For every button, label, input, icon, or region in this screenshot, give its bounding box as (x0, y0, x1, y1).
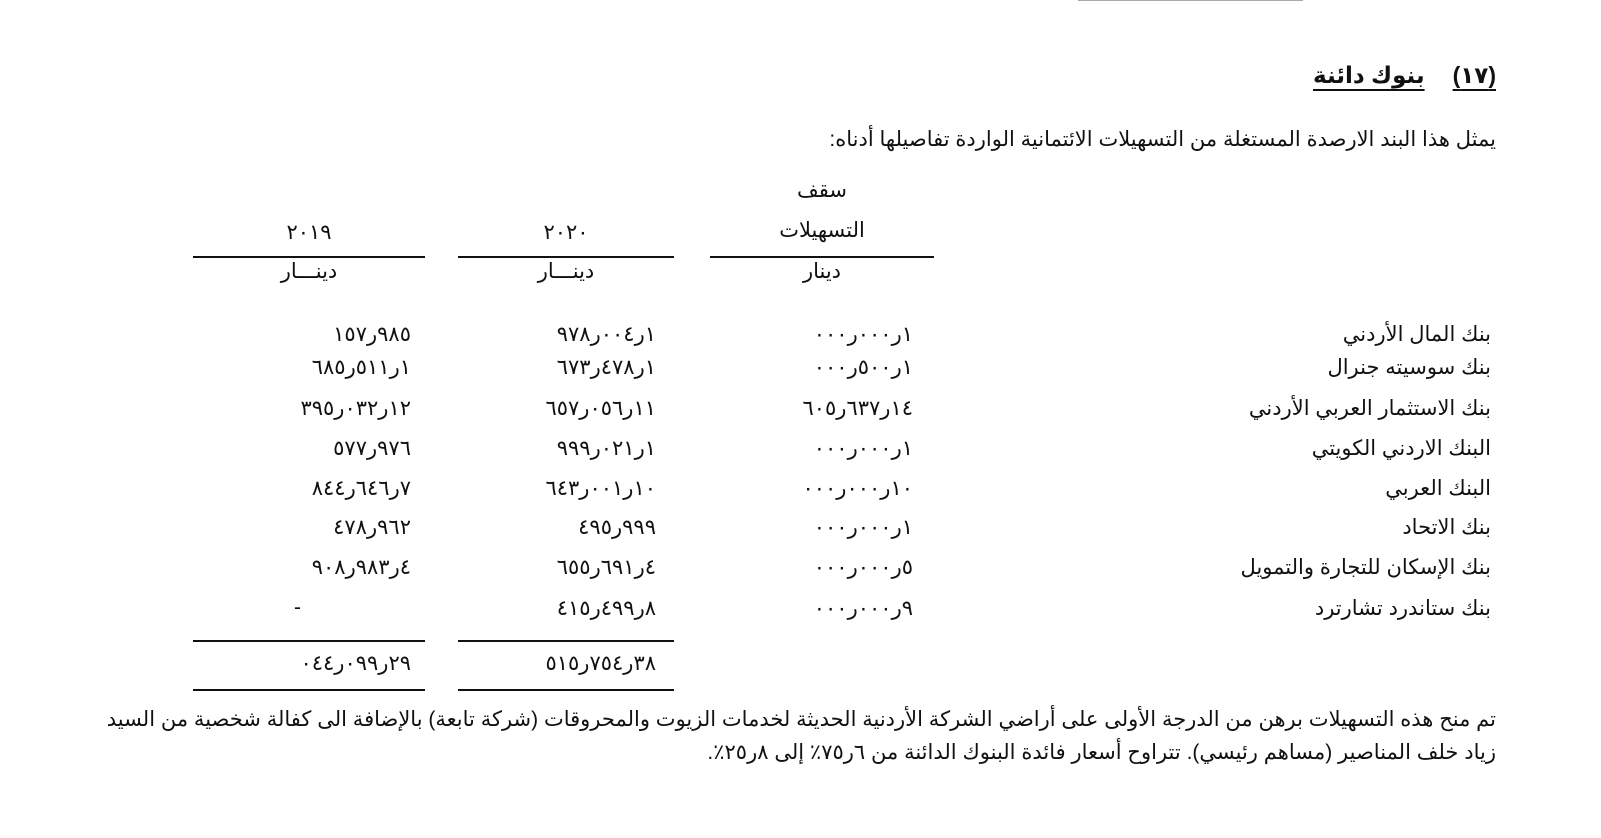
total-2019: ٢٩ر٠٩٩ر٠٤٤ (300, 652, 411, 675)
bank-name: بنك الاتحاد (1402, 516, 1491, 539)
bank-name: بنك ستاندرد تشارترد (1314, 597, 1491, 620)
limit-value: ١ر٠٠٠ر٠٠٠ (813, 516, 913, 539)
note-number: (١٧) (1452, 62, 1496, 88)
limit-value: ١ر٠٠٠ر٠٠٠ (813, 437, 913, 460)
value-2020: ١ر٠٠٤ر٩٧٨ (556, 323, 656, 346)
year-2020-currency: دينـــار (537, 260, 595, 283)
value-2020: ٨ر٤٩٩ر٤١٥ (556, 597, 656, 620)
value-2020: ٤ر٦٩١ر٦٥٥ (556, 556, 656, 579)
bank-name: بنك الاستثمار العربي الأردني (1248, 397, 1491, 420)
note-title: بنوك دائنة (1313, 62, 1425, 88)
value-2020: ١ر٠٢١ر٩٩٩ (556, 437, 656, 460)
page-top-rule (1078, 0, 1303, 1)
bank-name: بنك الإسكان للتجارة والتمويل (1240, 556, 1491, 579)
limit-header-line2: التسهيلات (779, 219, 865, 242)
limit-value: ١٤ر٦٣٧ر٦٠٥ (802, 397, 913, 420)
limit-header-rule (710, 256, 934, 258)
value-2020: ١١ر٠٥٦ر٦٥٧ (545, 397, 656, 420)
value-2019: ٤ر٩٨٣ر٩٠٨ (311, 556, 411, 579)
year-2019-header: ٢٠١٩ (286, 221, 332, 244)
value-2019: ٩٧٦ر٥٧٧ (333, 437, 411, 460)
value-2020: ١ر٤٧٨ر٦٧٣ (556, 356, 656, 379)
value-2019: ١ر٥١١ر٦٨٥ (311, 356, 411, 379)
limit-value: ١ر٠٠٠ر٠٠٠ (813, 323, 913, 346)
total-2020-top-rule (458, 640, 674, 642)
year-2019-currency: دينـــار (280, 260, 338, 283)
value-2020: ١٠ر٠٠١ر٦٤٣ (545, 477, 656, 500)
value-2019: ٩٨٥ر١٥٧ (333, 323, 411, 346)
limit-currency: دينار (802, 260, 842, 283)
value-2019: ٧ر٦٤٦ر٨٤٤ (311, 477, 411, 500)
intro-text: يمثل هذا البند الارصدة المستغلة من التسهيلات الائتمانية الواردة تفاصيلها أدناه: (829, 128, 1496, 151)
total-2019-top-rule (193, 640, 425, 642)
limit-value: ٥ر٠٠٠ر٠٠٠ (813, 556, 913, 579)
limit-value: ١٠ر٠٠٠ر٠٠٠ (802, 477, 913, 500)
total-2020: ٣٨ر٧٥٤ر٥١٥ (545, 652, 656, 675)
note-heading (1313, 62, 1496, 89)
bank-name: بنك سوسيته جنرال (1327, 356, 1491, 379)
limit-value: ١ر٥٠٠ر٠٠٠ (813, 356, 913, 379)
total-2019-bottom-rule (193, 689, 425, 691)
bank-name: البنك الاردني الكويتي (1311, 437, 1491, 460)
value-2019: - (294, 596, 301, 619)
bank-name: بنك المال الأردني (1342, 323, 1491, 346)
total-2020-bottom-rule (458, 689, 674, 691)
footnote-text: تم منح هذه التسهيلات برهن من الدرجة الأولى على أراضي الشركة الأردنية الحديثة لخدمات الزيوت والمحروقات (شركة تابعة) بالإضافة الى كفالة شخصية من السيد زياد خلف المناصير (مساهم رئيسي). تتراوح أسعار فائدة البنوك الدائنة من ٦ر٧٥٪ إلى ٨ر٢٥٪. (106, 708, 1496, 764)
bank-name: البنك العربي (1385, 477, 1491, 500)
limit-header-line1: سقف (797, 179, 847, 202)
value-2019: ٩٦٢ر٤٧٨ (333, 516, 411, 539)
value-2019: ١٢ر٠٣٢ر٣٩٥ (300, 397, 411, 420)
value-2020: ٩٩٩ر٤٩٥ (578, 516, 656, 539)
year-2019-header-rule (193, 256, 425, 258)
limit-value: ٩ر٠٠٠ر٠٠٠ (813, 597, 913, 620)
year-2020-header-rule (458, 256, 674, 258)
year-2020-header: ٢٠٢٠ (543, 221, 589, 244)
